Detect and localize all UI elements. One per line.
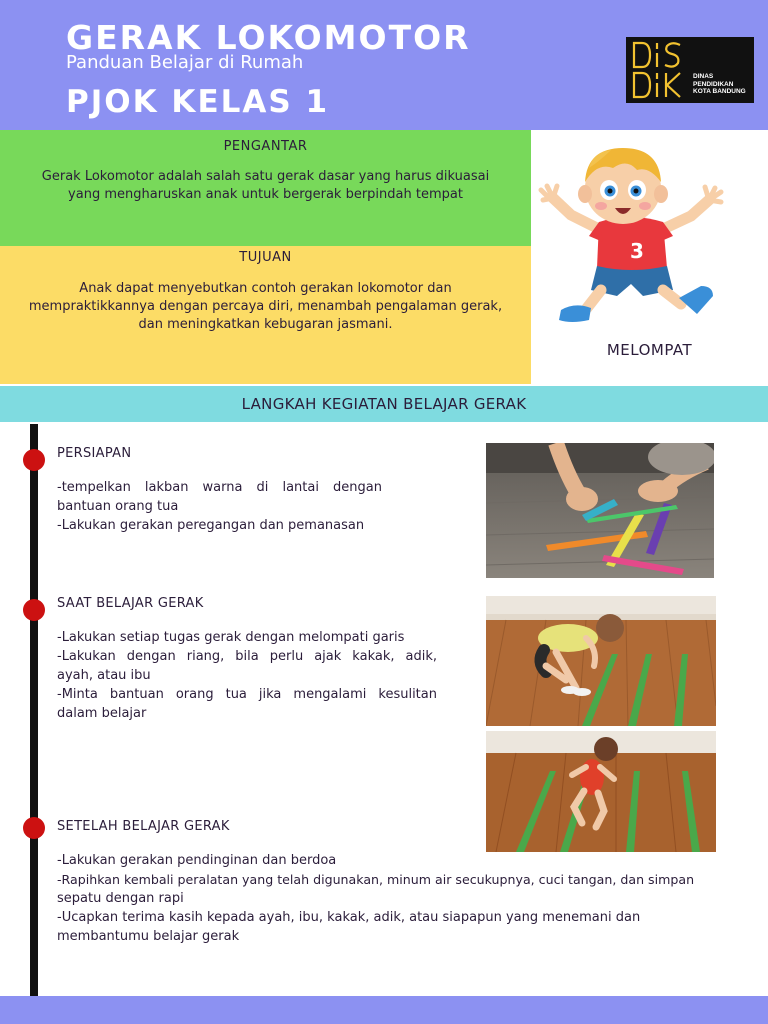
persiapan-title: PERSIAPAN bbox=[57, 446, 132, 461]
tujuan-title: TUJUAN bbox=[239, 250, 292, 265]
persiapan-line-1: -tempelkan lakban warna di lantai dengan bbox=[57, 480, 382, 495]
shirt-number: 3 bbox=[630, 239, 644, 263]
page-title: GERAK LOKOMOTOR bbox=[66, 18, 471, 57]
photo-placing-tape bbox=[486, 443, 714, 578]
footer-bar bbox=[0, 996, 768, 1024]
photo-jumping-lines-2-image bbox=[486, 731, 716, 852]
saat-line-1: -Lakukan setiap tugas gerak dengan melompati garis bbox=[57, 630, 405, 645]
pengantar-section bbox=[0, 130, 531, 246]
tujuan-section bbox=[0, 246, 531, 384]
pengantar-title: PENGANTAR bbox=[223, 139, 308, 154]
logo-text bbox=[693, 73, 746, 96]
saat-title: SAAT BELAJAR GERAK bbox=[57, 596, 204, 611]
setelah-line-1: -Lakukan gerakan pendinginan dan berdoa bbox=[57, 853, 337, 868]
class-title: PJOK KELAS 1 bbox=[66, 84, 330, 120]
photo-placing-tape-image bbox=[486, 443, 714, 578]
persiapan-line-2: bantuan orang tua bbox=[57, 499, 179, 514]
saat-line-3: ayah, atau ibu bbox=[57, 668, 151, 683]
tujuan-line-3: dan meningkatkan kebugaran jasmani. bbox=[138, 317, 393, 332]
saat-line-5: dalam belajar bbox=[57, 706, 147, 721]
disdik-logo-mark bbox=[630, 39, 692, 101]
timeline-line bbox=[30, 424, 38, 996]
saat-line-4: -Minta bantuan orang tua jika mengalami kesulitan bbox=[57, 687, 437, 702]
steps-band bbox=[0, 386, 768, 422]
setelah-title: SETELAH BELAJAR GERAK bbox=[57, 819, 230, 834]
pengantar-line-1: Gerak Lokomotor adalah salah satu gerak dasar yang harus dikuasai bbox=[41, 169, 490, 184]
tujuan-line-2: mempraktikkannya dengan percaya diri, menambah pengalaman gerak, bbox=[28, 299, 503, 314]
illustration-caption: MELOMPAT bbox=[606, 341, 693, 359]
setelah-line-4: -Ucapkan terima kasih kepada ayah, ibu, kakak, adik, atau siapapun yang menemani dan bbox=[57, 910, 641, 925]
timeline-dot-setelah bbox=[23, 817, 45, 839]
disdik-logo bbox=[626, 37, 754, 103]
photo-jumping-lines-1 bbox=[486, 596, 716, 726]
tujuan-line-1: Anak dapat menyebutkan contoh gerakan lokomotor dan bbox=[79, 281, 452, 296]
photo-jumping-lines-2 bbox=[486, 731, 716, 852]
photo-jumping-lines-1-image bbox=[486, 596, 716, 726]
setelah-line-3: sepatu dengan rapi bbox=[57, 891, 184, 906]
logo-line-1: DINAS bbox=[693, 73, 714, 80]
saat-line-2: -Lakukan dengan riang, bila perlu ajak kakak, adik, bbox=[57, 649, 437, 664]
pengantar-text bbox=[16, 168, 515, 204]
timeline-dot-persiapan bbox=[23, 449, 45, 471]
jumping-boy-icon bbox=[531, 130, 768, 335]
setelah-line-2: -Rapihkan kembali peralatan yang telah digunakan, minum air secukupnya, cuci tangan, dan simpan bbox=[57, 872, 695, 887]
logo-line-2: PENDIDIKAN bbox=[693, 80, 734, 88]
pengantar-line-2: yang mengharuskan anak untuk bergerak berpindah tempat bbox=[68, 187, 463, 202]
timeline-dot-saat bbox=[23, 599, 45, 621]
steps-band-title: LANGKAH KEGIATAN BELAJAR GERAK bbox=[241, 395, 527, 413]
persiapan-line-3: -Lakukan gerakan peregangan dan pemanasan bbox=[57, 518, 365, 533]
page-subtitle: Panduan Belajar di Rumah bbox=[66, 52, 304, 73]
logo-line-3: KOTA BANDUNG bbox=[693, 88, 746, 95]
setelah-line-5: membantumu belajar gerak bbox=[57, 929, 240, 944]
tujuan-text bbox=[8, 280, 523, 334]
